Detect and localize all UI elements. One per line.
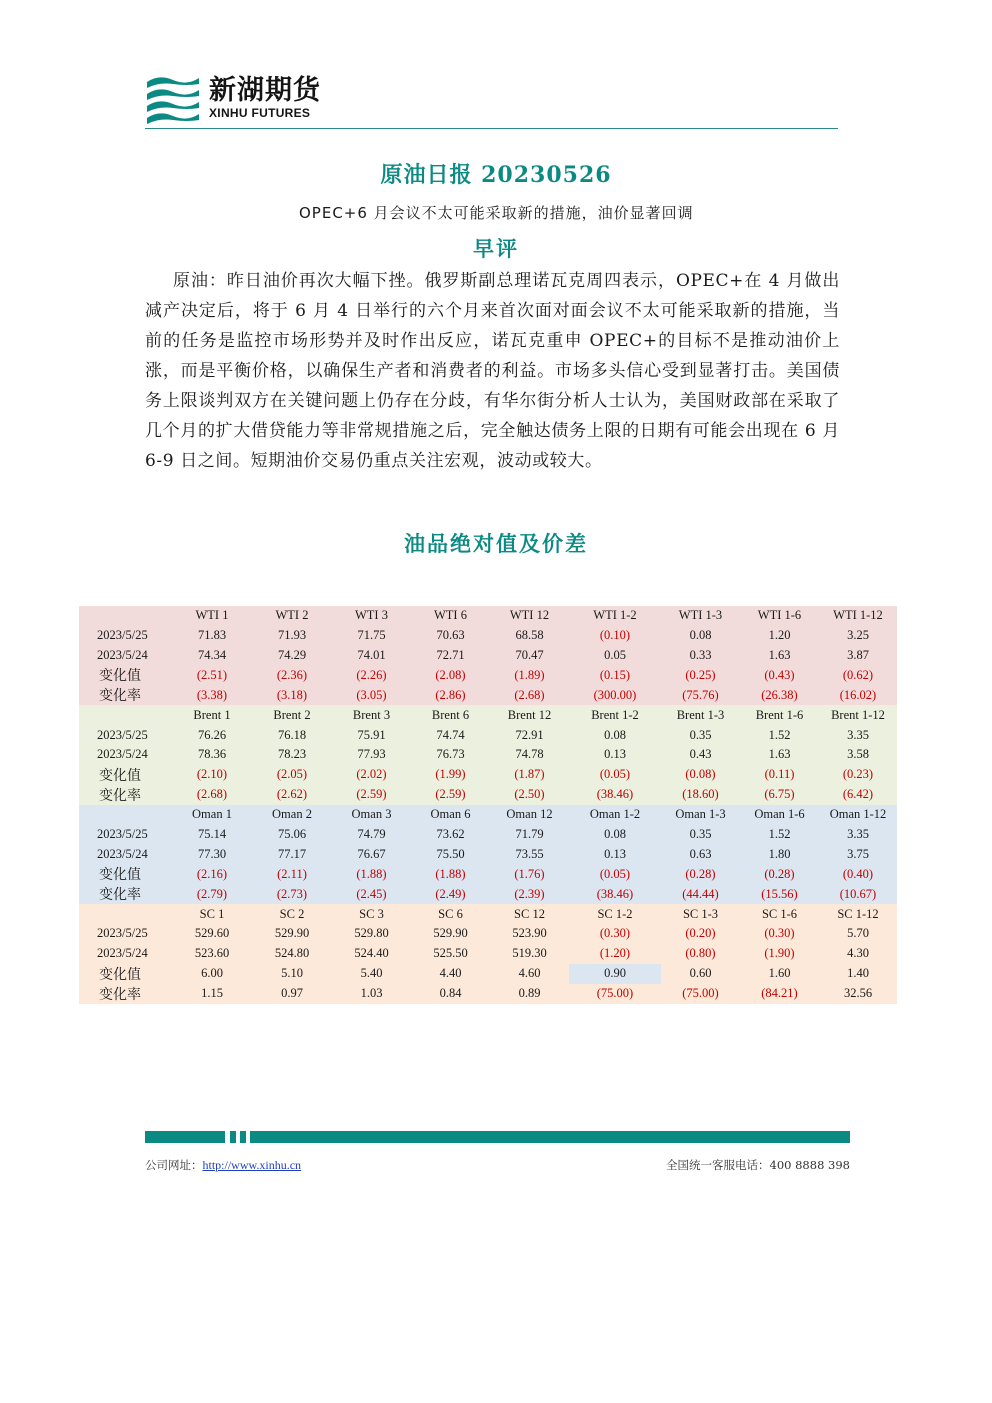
website-label: 公司网址： bbox=[145, 1158, 203, 1172]
table-cell: (1.88) bbox=[411, 864, 490, 884]
table-header-row-oman bbox=[79, 805, 897, 825]
table-cell: 0.08 bbox=[661, 626, 740, 646]
company-logo bbox=[145, 72, 321, 128]
table-cell: (2.02) bbox=[332, 765, 411, 785]
table-cell: (2.59) bbox=[411, 785, 490, 805]
table-cell: (2.39) bbox=[490, 884, 569, 904]
row-label: 变化率 bbox=[79, 685, 172, 705]
column-header: Brent 1-6 bbox=[740, 705, 819, 725]
morning-review-heading: 早评 bbox=[473, 236, 519, 261]
table-cell: 71.75 bbox=[332, 626, 411, 646]
table-cell: 3.25 bbox=[819, 626, 897, 646]
table-row bbox=[79, 864, 897, 884]
table-cell: (75.00) bbox=[569, 984, 661, 1004]
table-cell: (16.02) bbox=[819, 685, 897, 705]
column-header: WTI 3 bbox=[332, 606, 411, 626]
table-cell: 5.10 bbox=[252, 964, 332, 984]
row-label: 变化率 bbox=[79, 884, 172, 904]
table-cell: (2.86) bbox=[411, 685, 490, 705]
table-cell: (1.89) bbox=[490, 665, 569, 685]
table-cell: (0.40) bbox=[819, 864, 897, 884]
footer-bar bbox=[250, 1131, 850, 1143]
oil-price-table bbox=[79, 606, 897, 1004]
table-cell: (6.42) bbox=[819, 785, 897, 805]
table-row bbox=[79, 685, 897, 705]
column-header: Brent 12 bbox=[490, 705, 569, 725]
table-cell: 4.30 bbox=[819, 944, 897, 964]
table-cell: (84.21) bbox=[740, 984, 819, 1004]
column-header: Brent 1 bbox=[172, 705, 252, 725]
table-header-row-sc bbox=[79, 904, 897, 924]
table-cell: 75.91 bbox=[332, 725, 411, 745]
table-cell: (2.62) bbox=[252, 785, 332, 805]
table-cell: 71.79 bbox=[490, 825, 569, 845]
table-cell: 75.06 bbox=[252, 825, 332, 845]
table-cell: 75.50 bbox=[411, 844, 490, 864]
table-cell: 71.93 bbox=[252, 626, 332, 646]
row-label: 变化率 bbox=[79, 785, 172, 805]
table-cell: (0.30) bbox=[569, 924, 661, 944]
table-row bbox=[79, 626, 897, 646]
column-header: Oman 6 bbox=[411, 805, 490, 825]
table-cell: (1.90) bbox=[740, 944, 819, 964]
report-title: 原油日报 20230526 bbox=[380, 162, 612, 188]
table-cell: (1.88) bbox=[332, 864, 411, 884]
table-row bbox=[79, 964, 897, 984]
table-cell: 0.89 bbox=[490, 984, 569, 1004]
table-cell: (0.62) bbox=[819, 665, 897, 685]
row-label: 变化值 bbox=[79, 665, 172, 685]
table-cell: (44.44) bbox=[661, 884, 740, 904]
website-link[interactable]: http://www.xinhu.cn bbox=[202, 1158, 302, 1172]
table-cell: 77.93 bbox=[332, 745, 411, 765]
table-cell: 0.05 bbox=[569, 646, 661, 666]
table-cell: 3.35 bbox=[819, 825, 897, 845]
column-header: WTI 1-3 bbox=[661, 606, 740, 626]
table-cell: (15.56) bbox=[740, 884, 819, 904]
table-cell: (2.59) bbox=[332, 785, 411, 805]
table-cell: 74.78 bbox=[490, 745, 569, 765]
table-cell: 68.58 bbox=[490, 626, 569, 646]
column-header: SC 1-12 bbox=[819, 904, 897, 924]
column-header: Brent 1-12 bbox=[819, 705, 897, 725]
column-header: WTI 1-2 bbox=[569, 606, 661, 626]
table-cell: (26.38) bbox=[740, 685, 819, 705]
table-cell: 6.00 bbox=[172, 964, 252, 984]
table-cell: 0.84 bbox=[411, 984, 490, 1004]
table-cell: 74.01 bbox=[332, 646, 411, 666]
row-label: 变化值 bbox=[79, 964, 172, 984]
table-cell: (0.43) bbox=[740, 665, 819, 685]
table-cell: (2.11) bbox=[252, 864, 332, 884]
table-cell: (0.10) bbox=[569, 626, 661, 646]
column-header bbox=[79, 606, 172, 626]
row-label: 2023/5/25 bbox=[79, 825, 172, 845]
table-cell: 1.40 bbox=[819, 964, 897, 984]
table-cell: 529.90 bbox=[252, 924, 332, 944]
table-row bbox=[79, 665, 897, 685]
table-cell: (1.87) bbox=[490, 765, 569, 785]
table-row bbox=[79, 924, 897, 944]
column-header: Brent 1-3 bbox=[661, 705, 740, 725]
table-cell: (1.76) bbox=[490, 864, 569, 884]
table-cell: 529.90 bbox=[411, 924, 490, 944]
column-header: SC 1-6 bbox=[740, 904, 819, 924]
table-cell: (2.16) bbox=[172, 864, 252, 884]
table-cell: (1.99) bbox=[411, 765, 490, 785]
table-cell: 3.58 bbox=[819, 745, 897, 765]
table-row bbox=[79, 785, 897, 805]
footer-website bbox=[145, 1157, 301, 1173]
table-cell: (0.28) bbox=[740, 864, 819, 884]
table-cell: 524.80 bbox=[252, 944, 332, 964]
table-cell: (2.68) bbox=[490, 685, 569, 705]
table-cell: (38.46) bbox=[569, 785, 661, 805]
row-label: 2023/5/25 bbox=[79, 924, 172, 944]
column-header: Oman 1-12 bbox=[819, 805, 897, 825]
table-cell: 1.80 bbox=[740, 844, 819, 864]
table-cell: 76.18 bbox=[252, 725, 332, 745]
table-row bbox=[79, 745, 897, 765]
table-header-row-wti bbox=[79, 606, 897, 626]
table-header-row-brent bbox=[79, 705, 897, 725]
table-cell: (0.05) bbox=[569, 765, 661, 785]
table-cell: (2.73) bbox=[252, 884, 332, 904]
table-cell: 70.47 bbox=[490, 646, 569, 666]
table-cell: 74.29 bbox=[252, 646, 332, 666]
column-header: Brent 1-2 bbox=[569, 705, 661, 725]
table-row bbox=[79, 844, 897, 864]
table-cell: (2.10) bbox=[172, 765, 252, 785]
table-cell: 519.30 bbox=[490, 944, 569, 964]
column-header: WTI 1-12 bbox=[819, 606, 897, 626]
column-header: SC 6 bbox=[411, 904, 490, 924]
table-cell: (0.80) bbox=[661, 944, 740, 964]
footer-hotline: 全国统一客服电话：400 8888 398 bbox=[666, 1158, 850, 1172]
table-row bbox=[79, 884, 897, 904]
footer-bar bbox=[240, 1131, 246, 1143]
table-cell: 0.33 bbox=[661, 646, 740, 666]
table-cell: (0.25) bbox=[661, 665, 740, 685]
table-cell: (2.36) bbox=[252, 665, 332, 685]
table-cell: 525.50 bbox=[411, 944, 490, 964]
table-cell: (0.15) bbox=[569, 665, 661, 685]
footer-bar bbox=[230, 1131, 236, 1143]
table-cell: 1.15 bbox=[172, 984, 252, 1004]
table-cell: (0.20) bbox=[661, 924, 740, 944]
table-cell: (2.05) bbox=[252, 765, 332, 785]
spread-section-heading: 油品绝对值及价差 bbox=[404, 531, 588, 556]
table-cell: 0.43 bbox=[661, 745, 740, 765]
table-cell: 1.63 bbox=[740, 745, 819, 765]
row-label: 变化值 bbox=[79, 765, 172, 785]
column-header bbox=[79, 904, 172, 924]
row-label: 2023/5/24 bbox=[79, 844, 172, 864]
table-cell: (3.38) bbox=[172, 685, 252, 705]
table-cell: (18.60) bbox=[661, 785, 740, 805]
table-cell: (0.11) bbox=[740, 765, 819, 785]
table-cell: 523.90 bbox=[490, 924, 569, 944]
table-cell: (2.49) bbox=[411, 884, 490, 904]
row-label: 2023/5/24 bbox=[79, 944, 172, 964]
table-cell: (3.05) bbox=[332, 685, 411, 705]
column-header: WTI 1-6 bbox=[740, 606, 819, 626]
column-header: WTI 6 bbox=[411, 606, 490, 626]
table-cell: 529.60 bbox=[172, 924, 252, 944]
column-header: SC 1-2 bbox=[569, 904, 661, 924]
table-cell: 0.13 bbox=[569, 745, 661, 765]
table-cell: 76.67 bbox=[332, 844, 411, 864]
table-cell: (2.08) bbox=[411, 665, 490, 685]
report-subtitle: OPEC+6 月会议不太可能采取新的措施，油价显著回调 bbox=[299, 204, 694, 222]
table-cell: 0.60 bbox=[661, 964, 740, 984]
column-header: WTI 12 bbox=[490, 606, 569, 626]
table-cell: 4.60 bbox=[490, 964, 569, 984]
table-cell: 1.60 bbox=[740, 964, 819, 984]
table-cell: 75.14 bbox=[172, 825, 252, 845]
column-header: SC 1-3 bbox=[661, 904, 740, 924]
table-row bbox=[79, 765, 897, 785]
row-label: 2023/5/25 bbox=[79, 626, 172, 646]
table-cell: (6.75) bbox=[740, 785, 819, 805]
table-cell: 1.63 bbox=[740, 646, 819, 666]
row-label: 变化率 bbox=[79, 984, 172, 1004]
table-cell: 5.70 bbox=[819, 924, 897, 944]
table-cell: (2.45) bbox=[332, 884, 411, 904]
table-cell: 73.55 bbox=[490, 844, 569, 864]
table-cell: 0.90 bbox=[569, 964, 661, 984]
column-header: SC 2 bbox=[252, 904, 332, 924]
table-cell: (10.67) bbox=[819, 884, 897, 904]
table-cell: 0.08 bbox=[569, 825, 661, 845]
column-header: Oman 1 bbox=[172, 805, 252, 825]
table-cell: 76.73 bbox=[411, 745, 490, 765]
table-cell: 3.35 bbox=[819, 725, 897, 745]
row-label: 2023/5/25 bbox=[79, 725, 172, 745]
table-cell: (2.26) bbox=[332, 665, 411, 685]
logo-name-en: XINHU FUTURES bbox=[209, 106, 311, 120]
table-cell: (300.00) bbox=[569, 685, 661, 705]
table-cell: 32.56 bbox=[819, 984, 897, 1004]
table-cell: 1.20 bbox=[740, 626, 819, 646]
column-header: Brent 6 bbox=[411, 705, 490, 725]
table-cell: 78.23 bbox=[252, 745, 332, 765]
table-cell: 5.40 bbox=[332, 964, 411, 984]
column-header: SC 12 bbox=[490, 904, 569, 924]
table-cell: 76.26 bbox=[172, 725, 252, 745]
table-cell: (2.68) bbox=[172, 785, 252, 805]
table-cell: (0.30) bbox=[740, 924, 819, 944]
column-header: Brent 2 bbox=[252, 705, 332, 725]
table-cell: 71.83 bbox=[172, 626, 252, 646]
table-cell: 74.79 bbox=[332, 825, 411, 845]
table-cell: 1.03 bbox=[332, 984, 411, 1004]
row-label: 2023/5/24 bbox=[79, 745, 172, 765]
table-cell: (2.79) bbox=[172, 884, 252, 904]
table-row bbox=[79, 944, 897, 964]
column-header: WTI 1 bbox=[172, 606, 252, 626]
table-cell: 72.71 bbox=[411, 646, 490, 666]
table-cell: (2.51) bbox=[172, 665, 252, 685]
table-cell: (3.18) bbox=[252, 685, 332, 705]
table-cell: (75.76) bbox=[661, 685, 740, 705]
table-cell: 73.62 bbox=[411, 825, 490, 845]
column-header: Oman 1-2 bbox=[569, 805, 661, 825]
table-row bbox=[79, 725, 897, 745]
wave-logo-icon bbox=[145, 72, 201, 124]
table-cell: 524.40 bbox=[332, 944, 411, 964]
column-header: Oman 1-3 bbox=[661, 805, 740, 825]
table-cell: 1.52 bbox=[740, 825, 819, 845]
table-cell: 77.17 bbox=[252, 844, 332, 864]
table-row bbox=[79, 825, 897, 845]
header-divider bbox=[145, 128, 838, 129]
table-cell: 3.75 bbox=[819, 844, 897, 864]
column-header bbox=[79, 705, 172, 725]
row-label: 2023/5/24 bbox=[79, 646, 172, 666]
table-cell: (0.23) bbox=[819, 765, 897, 785]
column-header: Oman 3 bbox=[332, 805, 411, 825]
column-header: Oman 2 bbox=[252, 805, 332, 825]
logo-name-cn: 新湖期货 bbox=[209, 75, 321, 106]
table-row bbox=[79, 984, 897, 1004]
table-cell: 4.40 bbox=[411, 964, 490, 984]
row-label: 变化值 bbox=[79, 864, 172, 884]
table-cell: 529.80 bbox=[332, 924, 411, 944]
table-cell: (2.50) bbox=[490, 785, 569, 805]
table-cell: 0.35 bbox=[661, 825, 740, 845]
table-cell: 0.63 bbox=[661, 844, 740, 864]
table-cell: 0.08 bbox=[569, 725, 661, 745]
column-header: SC 3 bbox=[332, 904, 411, 924]
table-cell: 0.13 bbox=[569, 844, 661, 864]
table-cell: 3.87 bbox=[819, 646, 897, 666]
column-header: Oman 12 bbox=[490, 805, 569, 825]
table-cell: 78.36 bbox=[172, 745, 252, 765]
table-cell: 77.30 bbox=[172, 844, 252, 864]
table-cell: 523.60 bbox=[172, 944, 252, 964]
table-cell: 74.74 bbox=[411, 725, 490, 745]
morning-review-paragraph: 原油：昨日油价再次大幅下挫。俄罗斯副总理诺瓦克周四表示，OPEC+在 4 月做出减产决定后，将于 6 月 4 日举行的六个月来首次面对面会议不太可能采取新的措施，当前的任务是监控市场形势并及时作出反应，诺瓦克重申 OPEC+的目标不是推动油价上涨，而是平衡价格，以确保生产者和消费者的利益。市场多头信心受到显著打击。美国债务上限谈判双方在关键问题上仍存在分歧，有华尔街分析人士认为，美国财政部在采取了几个月的扩大借贷能力等非常规措施之后，完全触达债务上限的日期有可能会出现在 6 月 6-9 日之间。短期油价交易仍重点关注宏观，波动或较大。 bbox=[145, 271, 840, 471]
footer-bar bbox=[145, 1131, 225, 1143]
table-cell: 1.52 bbox=[740, 725, 819, 745]
column-header: Oman 1-6 bbox=[740, 805, 819, 825]
table-cell: 0.35 bbox=[661, 725, 740, 745]
table-cell: (0.05) bbox=[569, 864, 661, 884]
table-cell: (75.00) bbox=[661, 984, 740, 1004]
column-header: SC 1 bbox=[172, 904, 252, 924]
table-cell: 72.91 bbox=[490, 725, 569, 745]
table-cell: 74.34 bbox=[172, 646, 252, 666]
column-header: WTI 2 bbox=[252, 606, 332, 626]
table-cell: (0.08) bbox=[661, 765, 740, 785]
table-cell: 70.63 bbox=[411, 626, 490, 646]
table-cell: (38.46) bbox=[569, 884, 661, 904]
table-cell: 0.97 bbox=[252, 984, 332, 1004]
table-cell: (1.20) bbox=[569, 944, 661, 964]
column-header: Brent 3 bbox=[332, 705, 411, 725]
column-header bbox=[79, 805, 172, 825]
table-row bbox=[79, 646, 897, 666]
table-cell: (0.28) bbox=[661, 864, 740, 884]
